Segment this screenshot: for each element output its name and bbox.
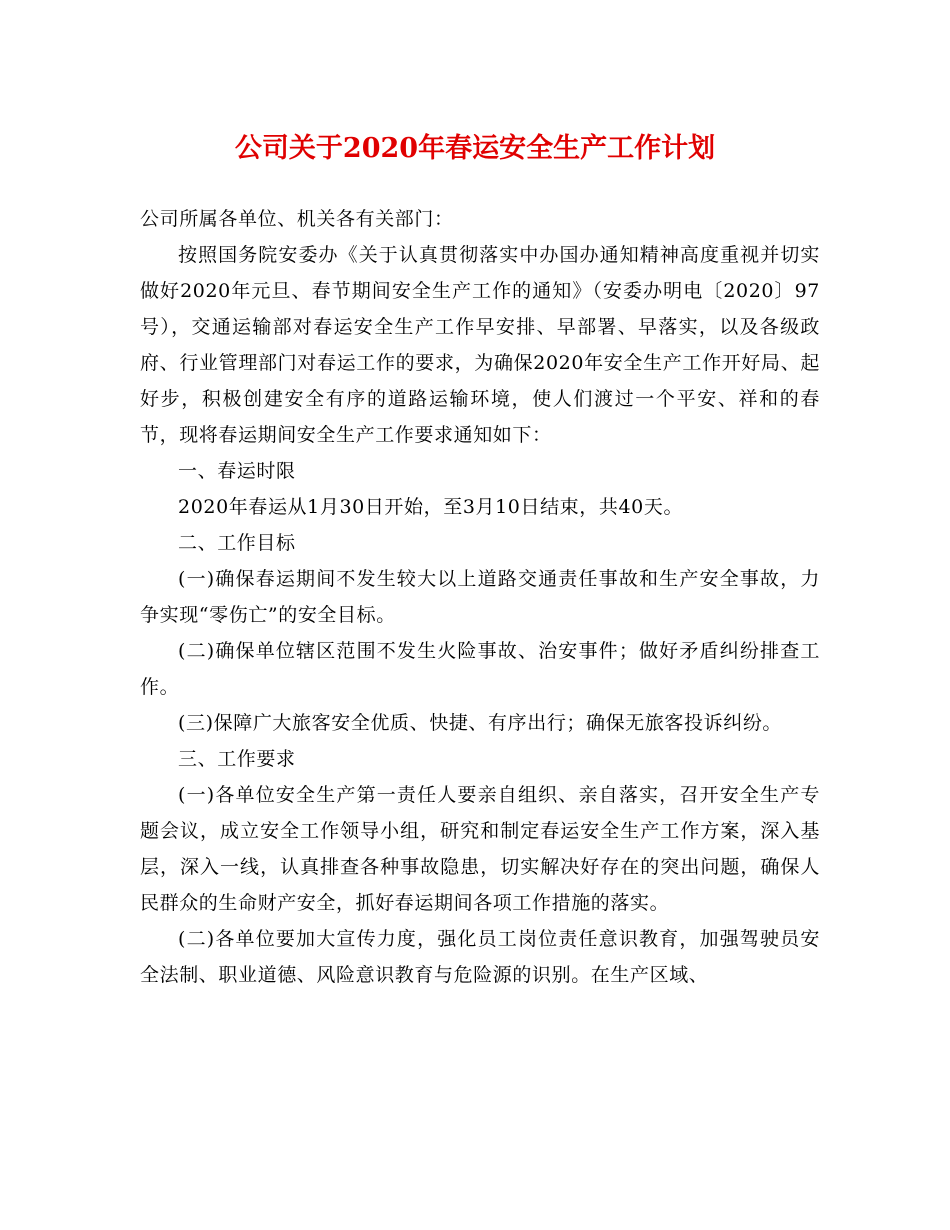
salutation: 公司所属各单位、机关各有关部门： — [140, 208, 454, 230]
paragraph-requirement-1: (一)各单位安全生产第一责任人要亲自组织、亲自落实，召开安全生产专题会议，成立安全工作领导小组，研究和制定春运安全生产工作方案，深入基层，深入一线，认真排查各种事故隐患，切实解决好存在的突出问题，确保人民群众的生命财产安全，抓好春运期间各项工作措施的落实。 — [140, 784, 820, 914]
paragraph-intro: 按照国务院安委办《关于认真贯彻落实中办国办通知精神高度重视并切实做好2020年元旦、春节期间安全生产工作的通知》（安委办明电〔2020〕97号），交通运输部对春运安全生产工作早安排、早部署、早落实，以及各级政府、行业管理部门对春运工作的要求，为确保2020年安全生产工作开好局、起好步，积极创建安全有序的道路运输环境，使人们渡过一个平安、祥和的春节，现将春运期间安全生产工作要求通知如下： — [140, 244, 820, 446]
document-body — [140, 201, 820, 993]
section-heading-goals: 二、工作目标 — [178, 532, 296, 554]
section-heading-period: 一、春运时限 — [178, 460, 296, 482]
paragraph-goal-1: (一)确保春运期间不发生较大以上道路交通责任事故和生产安全事故，力争实现“零伤亡”的安全目标。 — [140, 568, 820, 626]
paragraph-goal-2: (二)确保单位辖区范围不发生火险事故、治安事件；做好矛盾纠纷排查工作。 — [140, 640, 820, 698]
section-heading-requirements: 三、工作要求 — [178, 748, 296, 770]
paragraph-goal-3: (三)保障广大旅客安全优质、快捷、有序出行；确保无旅客投诉纠纷。 — [178, 712, 783, 734]
document-title: 公司关于2020年春运安全生产工作计划 — [234, 133, 716, 164]
paragraph-requirement-2: (二)各单位要加大宣传力度，强化员工岗位责任意识教育，加强驾驶员安全法制、职业道德、风险意识教育与危险源的识别。在生产区域、 — [140, 928, 820, 986]
paragraph-period: 2020年春运从1月30日开始，至3月10日结束，共40天。 — [178, 496, 684, 518]
